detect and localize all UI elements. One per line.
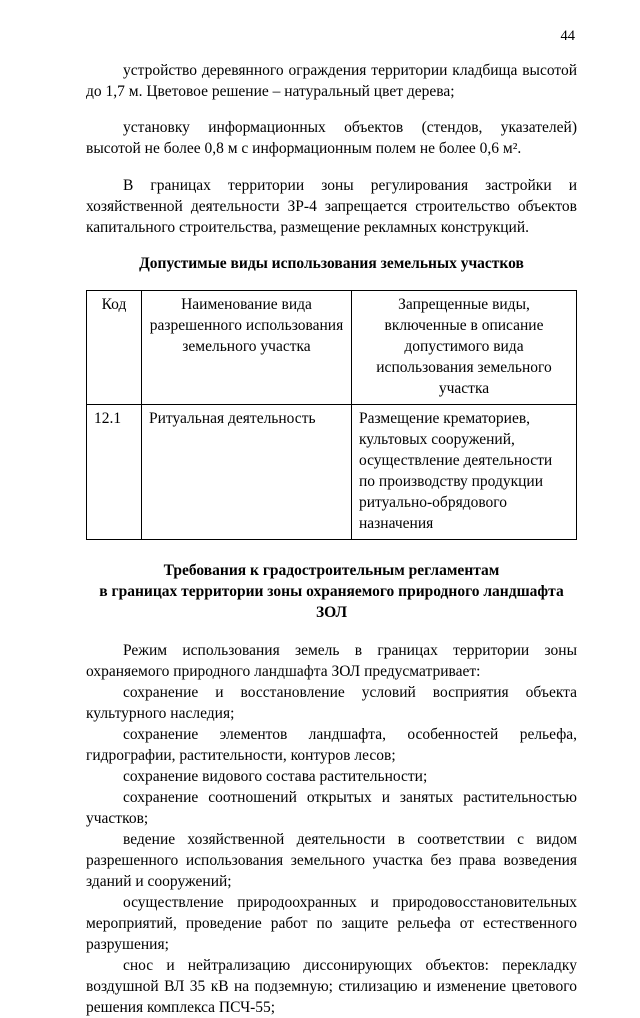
requirements-heading-line1: Требования к градостроительным регламентам xyxy=(163,562,500,579)
requirements-paragraph: сохранение и восстановление условий восприятия объекта культурного наследия; xyxy=(86,684,577,722)
table-header-code: Код xyxy=(87,291,142,405)
requirements-paragraph: снос и нейтрализацию диссонирующих объектов: перекладку воздушной ВЛ 35 кВ на подземную; стилизацию и изменение цветового решения комплекса ПСЧ-55; xyxy=(86,957,577,1016)
requirements-paragraph: сохранение элементов ландшафта, особенностей рельефа, гидрографии, растительности, контуров лесов; xyxy=(86,726,577,764)
requirements-paragraph: осуществление природоохранных и природовосстановительных мероприятий, проведение работ по защите рельефа от естественного разрушения; xyxy=(86,894,577,953)
body-paragraph: установку информационных объектов (стендов, указателей) высотой не более 0,8 м с информационным полем не более 0,6 м². xyxy=(86,119,577,157)
body-paragraph: устройство деревянного ограждения территории кладбища высотой до 1,7 м. Цветовое решение – натуральный цвет дерева; xyxy=(86,61,577,100)
requirements-paragraph: сохранение соотношений открытых и занятых растительностью участков; xyxy=(86,789,577,827)
requirements-paragraph: сохранение видового состава растительности; xyxy=(123,768,428,785)
table-row xyxy=(87,405,577,540)
table-header-name: Наименование вида разрешенного использования земельного участка xyxy=(142,291,352,405)
requirements-heading-line2: в границах территории зоны охраняемого природного ландшафта ЗОЛ xyxy=(99,583,564,621)
table-cell-name: Ритуальная деятельность xyxy=(142,405,352,540)
requirements-heading xyxy=(86,560,577,623)
requirements-body xyxy=(86,640,577,1018)
table-cell-prohibited: Размещение крематориев, культовых сооружений, осуществление деятельности по производству продукции ритуально-обрядового назначения xyxy=(352,405,577,540)
requirements-paragraph: ведение хозяйственной деятельности в соответствии с видом разрешенного использования земельного участка без права возведения зданий и сооружений; xyxy=(86,831,577,890)
body-paragraph: В границах территории зоны регулирования застройки и хозяйственной деятельности ЗР-4 запрещается строительство объектов капитального строительства, размещение рекламных конструкций. xyxy=(86,176,577,236)
requirements-paragraph: Режим использования земель в границах территории зоны охраняемого природного ландшафта ЗОЛ предусматривает: xyxy=(86,642,577,680)
table-cell-code: 12.1 xyxy=(87,405,142,540)
page-number: 44 xyxy=(560,28,575,44)
land-use-table xyxy=(86,290,577,540)
table-header-row xyxy=(87,291,577,405)
permitted-uses-heading: Допустимые виды использования земельных участков xyxy=(139,255,524,272)
table-header-prohibited: Запрещенные виды, включенные в описание допустимого вида использования земельного участка xyxy=(352,291,577,405)
